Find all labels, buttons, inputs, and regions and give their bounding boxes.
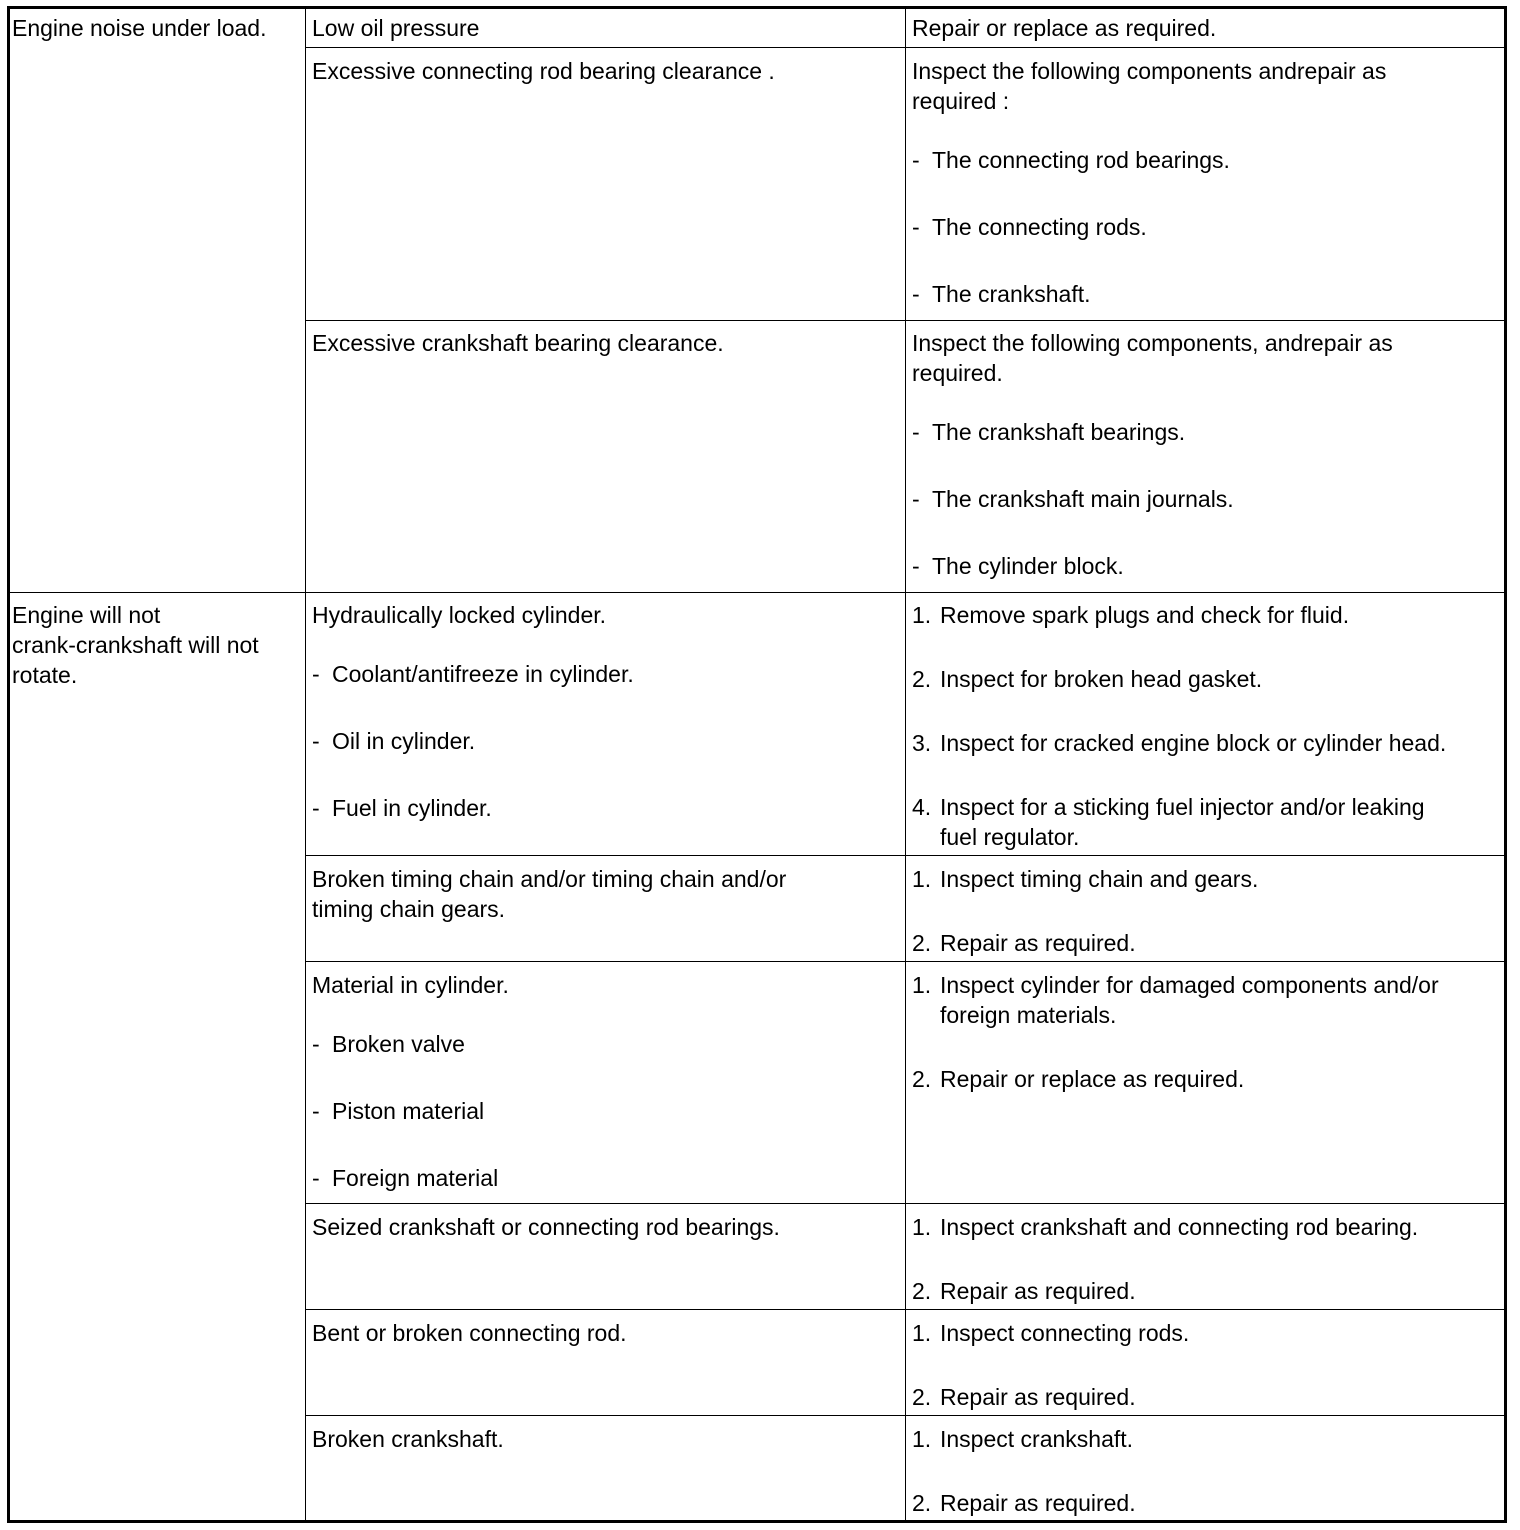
cause-text: Excessive connecting rod bearing clearance . xyxy=(312,58,775,84)
step-text: Repair or replace as required. xyxy=(940,1066,1245,1092)
step-number: 1. xyxy=(912,866,932,892)
dash-marker: - xyxy=(912,147,920,173)
step-item xyxy=(912,1212,1502,1242)
step-item xyxy=(912,1488,1502,1518)
symptom-text: Engine will not xyxy=(12,602,161,628)
correction-cell xyxy=(912,864,1502,958)
step-number: 2. xyxy=(912,1066,932,1092)
correction-cell xyxy=(912,600,1502,852)
item-text: The crankshaft bearings. xyxy=(932,419,1186,445)
step-item xyxy=(912,1276,1502,1306)
cause-cell xyxy=(312,864,786,924)
symptom-text: rotate. xyxy=(12,662,78,688)
step-number: 1. xyxy=(912,602,932,628)
step-number: 2. xyxy=(912,666,932,692)
dash-marker: - xyxy=(312,661,320,687)
dash-marker: - xyxy=(912,281,920,307)
dash-marker: - xyxy=(912,553,920,579)
step-item xyxy=(912,970,1502,1030)
step-item xyxy=(912,1318,1502,1348)
row-divider xyxy=(305,1415,1507,1416)
step-text: Inspect crankshaft. xyxy=(940,1426,1134,1452)
column-divider xyxy=(905,6,906,1523)
correction-cell xyxy=(912,328,1497,581)
cause-text: Excessive crankshaft bearing clearance. xyxy=(312,330,724,356)
step-item xyxy=(912,1424,1502,1454)
list-item xyxy=(312,1029,509,1059)
step-text: Inspect connecting rods. xyxy=(940,1320,1190,1346)
item-text: The crankshaft. xyxy=(932,281,1091,307)
cause-cell xyxy=(312,1424,504,1454)
step-item xyxy=(912,864,1502,894)
dash-marker: - xyxy=(312,728,320,754)
step-text: Repair as required. xyxy=(940,930,1136,956)
item-text: The connecting rod bearings. xyxy=(932,147,1230,173)
step-item xyxy=(912,1064,1502,1094)
list-item xyxy=(912,484,1497,514)
row-divider xyxy=(305,1203,1507,1204)
correction-cell xyxy=(912,1318,1502,1412)
cause-cell xyxy=(312,1318,627,1348)
step-number: 1. xyxy=(912,1320,932,1346)
dash-marker: - xyxy=(912,419,920,445)
cause-cell xyxy=(312,1212,780,1242)
step-text: Repair as required. xyxy=(940,1278,1136,1304)
item-text: Fuel in cylinder. xyxy=(332,795,492,821)
dash-marker: - xyxy=(312,1031,320,1057)
step-text: Inspect for broken head gasket. xyxy=(940,666,1263,692)
item-text: Foreign material xyxy=(332,1165,499,1191)
step-text: Inspect for cracked engine block or cylinder head. xyxy=(940,730,1447,756)
symptom-cell xyxy=(12,600,259,690)
list-item xyxy=(312,659,634,689)
step-item xyxy=(912,1382,1502,1412)
row-divider xyxy=(305,320,1507,321)
step-text: Inspect crankshaft and connecting rod bearing. xyxy=(940,1214,1419,1240)
step-text: Inspect cylinder for damaged components and/or xyxy=(940,972,1439,998)
row-divider xyxy=(305,961,1507,962)
cause-text: Bent or broken connecting rod. xyxy=(312,1320,627,1346)
step-item xyxy=(912,600,1502,630)
cause-cell xyxy=(312,13,479,43)
list-item xyxy=(912,551,1497,581)
correction-text: Inspect the following components andrepair as xyxy=(912,58,1387,84)
item-text: Piston material xyxy=(332,1098,485,1124)
dash-marker: - xyxy=(312,1165,320,1191)
step-number: 1. xyxy=(912,1214,932,1240)
cause-cell xyxy=(312,600,634,823)
row-divider xyxy=(305,1309,1507,1310)
dash-marker: - xyxy=(312,795,320,821)
list-item xyxy=(912,279,1497,309)
step-number: 2. xyxy=(912,930,932,956)
step-number: 2. xyxy=(912,1278,932,1304)
correction-text: Inspect the following components, andrepair as xyxy=(912,330,1393,356)
correction-text: required : xyxy=(912,88,1010,114)
symptom-cell xyxy=(12,13,266,43)
correction-cell xyxy=(912,1424,1502,1518)
step-text: Repair as required. xyxy=(940,1490,1136,1516)
dash-marker: - xyxy=(912,486,920,512)
cause-text: Low oil pressure xyxy=(312,15,480,41)
list-item xyxy=(912,212,1497,242)
cause-text: Hydraulically locked cylinder. xyxy=(312,602,607,628)
list-item xyxy=(912,145,1497,175)
list-item xyxy=(312,1096,509,1126)
correction-cell xyxy=(912,56,1497,309)
correction-cell xyxy=(912,1212,1502,1306)
item-text: The crankshaft main journals. xyxy=(932,486,1234,512)
symptom-text: Engine noise under load. xyxy=(12,15,267,41)
cause-cell xyxy=(312,328,724,358)
item-text: The cylinder block. xyxy=(932,553,1124,579)
step-text: fuel regulator. xyxy=(940,824,1080,850)
item-text: Oil in cylinder. xyxy=(332,728,476,754)
step-text: Repair as required. xyxy=(940,1384,1136,1410)
list-item xyxy=(312,793,634,823)
list-item xyxy=(312,1163,509,1193)
correction-cell xyxy=(912,970,1502,1094)
list-item xyxy=(312,726,634,756)
step-text: Remove spark plugs and check for fluid. xyxy=(940,602,1350,628)
row-divider xyxy=(305,47,1507,48)
cause-cell xyxy=(312,970,509,1193)
step-number: 4. xyxy=(912,794,932,820)
cause-text: Broken crankshaft. xyxy=(312,1426,504,1452)
item-text: Coolant/antifreeze in cylinder. xyxy=(332,661,634,687)
step-item xyxy=(912,928,1502,958)
dash-marker: - xyxy=(912,214,920,240)
item-text: The connecting rods. xyxy=(932,214,1147,240)
cause-text: timing chain gears. xyxy=(312,896,506,922)
step-item xyxy=(912,728,1502,758)
list-item xyxy=(912,417,1497,447)
step-number: 2. xyxy=(912,1384,932,1410)
correction-text: Repair or replace as required. xyxy=(912,15,1217,41)
row-divider xyxy=(305,855,1507,856)
step-number: 1. xyxy=(912,972,932,998)
cause-text: Material in cylinder. xyxy=(312,972,509,998)
step-item xyxy=(912,664,1502,694)
step-item xyxy=(912,792,1502,852)
correction-text: required. xyxy=(912,360,1003,386)
cause-text: Seized crankshaft or connecting rod bearings. xyxy=(312,1214,780,1240)
step-number: 2. xyxy=(912,1490,932,1516)
step-number: 1. xyxy=(912,1426,932,1452)
row-divider xyxy=(7,592,1507,593)
cause-text: Broken timing chain and/or timing chain and/or xyxy=(312,866,787,892)
correction-cell xyxy=(912,13,1216,43)
item-text: Broken valve xyxy=(332,1031,465,1057)
step-text: Inspect for a sticking fuel injector and/or leaking xyxy=(940,794,1425,820)
symptom-text: crank-crankshaft will not xyxy=(12,632,259,658)
step-text: foreign materials. xyxy=(940,1002,1117,1028)
step-text: Inspect timing chain and gears. xyxy=(940,866,1259,892)
step-number: 3. xyxy=(912,730,932,756)
cause-cell xyxy=(312,56,775,86)
dash-marker: - xyxy=(312,1098,320,1124)
column-divider xyxy=(305,6,306,1523)
